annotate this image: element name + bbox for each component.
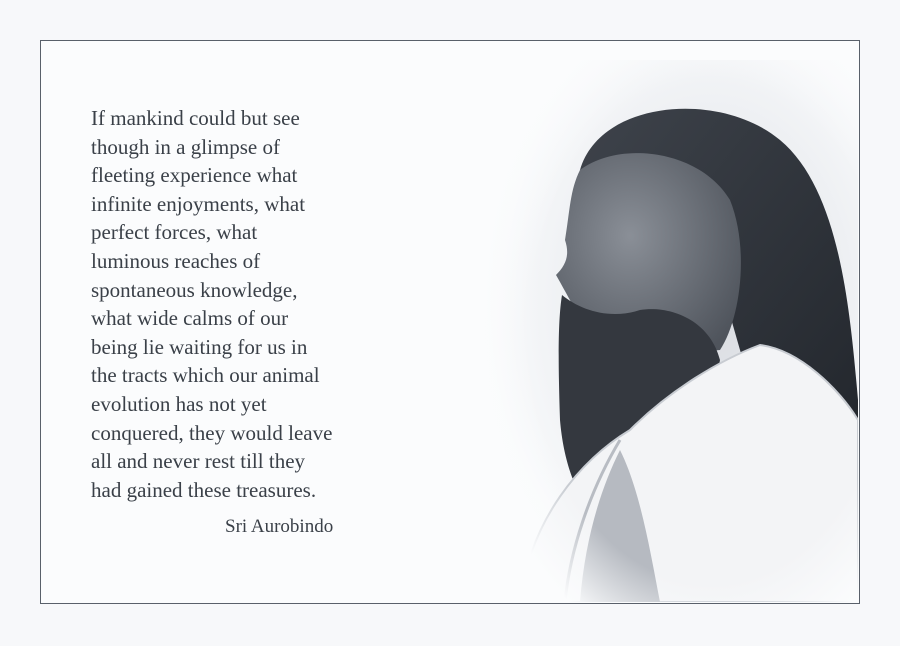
- quote-line: evolution has not yet: [91, 391, 267, 416]
- quote-line: spontaneous knowledge,: [91, 277, 298, 302]
- quote-line: fleeting experience what: [91, 163, 298, 188]
- quote-line: what wide calms of our: [91, 306, 289, 331]
- quote-line: perfect forces, what: [91, 220, 258, 245]
- quote-line: infinite enjoyments, what: [91, 191, 306, 216]
- quote-author: Sri Aurobindo: [225, 516, 334, 537]
- quote-line: If mankind could but see: [91, 106, 300, 130]
- portrait-photo: [470, 60, 858, 602]
- quote-line: though in a glimpse of: [91, 134, 280, 159]
- quote-line: all and never rest till they: [91, 449, 306, 474]
- quote-line: had gained these treasures.: [91, 477, 317, 502]
- quote-line: being lie waiting for us in: [91, 334, 308, 359]
- quote-line: the tracts which our animal: [91, 363, 320, 388]
- quote-text: [91, 104, 332, 504]
- quote-line: conquered, they would leave: [91, 420, 333, 445]
- quote-line: luminous reaches of: [91, 248, 261, 273]
- photo-vignette: [470, 60, 858, 602]
